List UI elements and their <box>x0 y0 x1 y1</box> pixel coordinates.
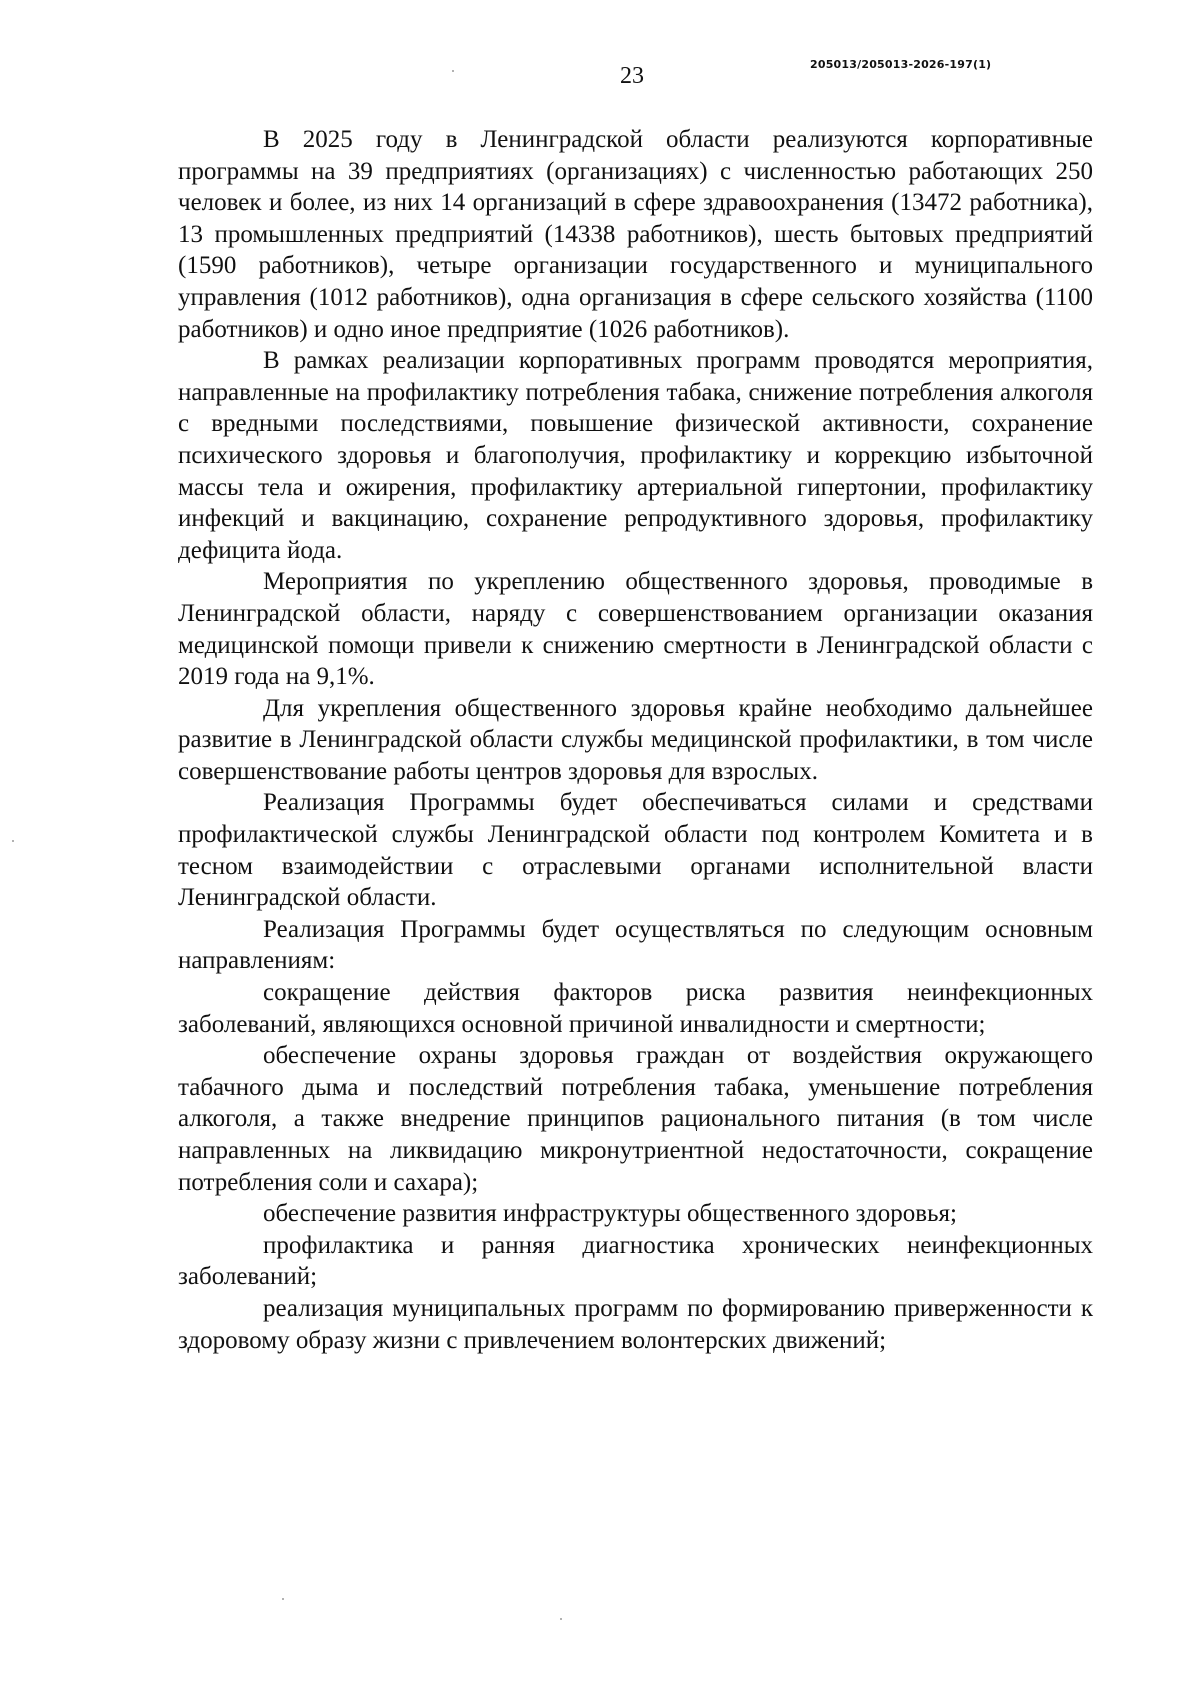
list-item-risk-factors: сокращение действия факторов риска развития неинфекционных заболеваний, являющихся основной причиной инвалидности и смертности; <box>178 979 1093 1038</box>
paragraph-program-activities: В рамках реализации корпоративных программ проводятся мероприятия, направленные на профилактику потребления табака, снижение потребления алкоголя с вредными последствиями, повышение физической активности, сохранение психического здоровья и благополучия, профилактику и коррекцию избыточной массы тела и ожирения, профилактику артериальной гипертонии, профилактику инфекций и вакцинацию, сохранение репродуктивного здоровья, профилактику дефицита йода. <box>178 347 1093 564</box>
document-code: 205013/205013-2026-197(1) <box>810 58 992 71</box>
paragraph-corporate-programs: В 2025 году в Ленинградской области реализуются корпоративные программы на 39 предприятиях (организациях) с численностью работающих 250 человек и более, из них 14 организаций в сфере здравоохранения (13472 работника), 13 промышленных предприятий (14338 работников), шесть бытовых предприятий (1590 работников), четыре организации государственного и муниципального управления (1012 работников), одна организация в сфере сельского хозяйства (1100 работников) и одно иное предприятие (1026 работников). <box>178 126 1093 343</box>
list-item-health-protection: обеспечение охраны здоровья граждан от воздействия окружающего табачного дыма и последствий потребления табака, уменьшение потребления алкоголя, а также внедрение принципов рационального питания (в том числе направленных на ликвидацию микронутриентной недостаточности, сокращение потребления соли и сахара); <box>178 1042 1093 1196</box>
paragraph-prevention-service: Для укрепления общественного здоровья крайне необходимо дальнейшее развитие в Ленинградской области службы медицинской профилактики, в том числе совершенствование работы центров здоровья для взрослых. <box>178 694 1093 785</box>
paragraph-mortality-reduction: Мероприятия по укреплению общественного здоровья, проводимые в Ленинградской области, наряду с совершенствованием организации оказания медицинской помощи привели к снижению смертности в Ленинградской области с 2019 года на 9,1%. <box>178 568 1093 691</box>
scan-speck <box>560 1618 562 1620</box>
list-item-municipal-programs: реализация муниципальных программ по формированию приверженности к здоровому образу жизни с привлечением волонтерских движений; <box>178 1294 1093 1354</box>
scan-speck <box>12 840 14 842</box>
document-body <box>178 124 1093 1356</box>
scan-speck <box>282 1598 284 1600</box>
list-item-infrastructure: обеспечение развития инфраструктуры общественного здоровья; <box>263 1200 957 1228</box>
paragraph-main-directions: Реализация Программы будет осуществляться по следующим основным направлениям: <box>178 915 1093 975</box>
list-item-diagnostics: профилактика и ранняя диагностика хронических неинфекционных заболеваний; <box>178 1231 1093 1291</box>
scan-speck <box>452 70 454 72</box>
paragraph-program-implementation: Реализация Программы будет обеспечиваться силами и средствами профилактической службы Ленинградской области под контролем Комитета и в тесном взаимодействии с отраслевыми органами исполнительной власти Ленинградской области. <box>178 789 1093 912</box>
page-number: 23 <box>620 63 644 89</box>
